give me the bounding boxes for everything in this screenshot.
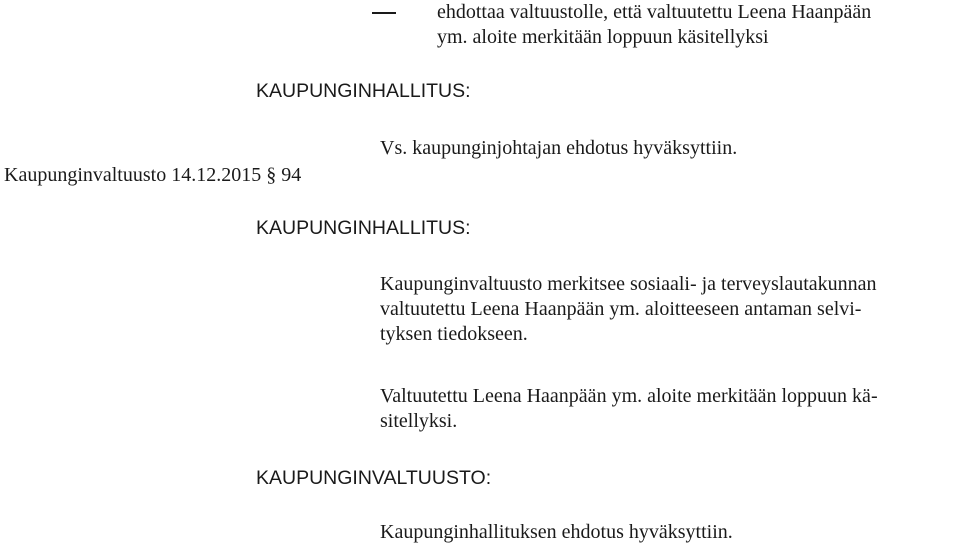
kvalt-text: Kaupunginhallituksen ehdotus hyväksyttiin. [380, 521, 733, 543]
khall-2-para1-line2: valtuutettu Leena Haanpään ym. aloitteeseen antaman selvi- [380, 298, 862, 320]
section-heading-khall-2: KAUPUNGINHALLITUS: [256, 217, 471, 239]
section-heading-khall-1: KAUPUNGINHALLITUS: [256, 80, 471, 102]
khall-2-para1-line3: tyksen tiedokseen. [380, 323, 528, 345]
khall-2-para2-line1: Valtuutettu Leena Haanpään ym. aloite merkitään loppuun kä- [380, 385, 878, 407]
top-line-1: ehdottaa valtuustolle, että valtuutettu Leena Haanpään [437, 1, 872, 23]
top-line-2: ym. aloite merkitään loppuun käsitellyksi [437, 26, 769, 48]
dash-bullet [372, 12, 396, 14]
section-heading-kvalt: KAUPUNGINVALTUUSTO: [256, 467, 492, 489]
khall-2-para1-line1: Kaupunginvaltuusto merkitsee sosiaali- ja terveyslautakunnan [380, 273, 877, 295]
khall-1-text: Vs. kaupunginjohtajan ehdotus hyväksyttiin. [380, 137, 738, 159]
meeting-reference: Kaupunginvaltuusto 14.12.2015 § 94 [4, 164, 302, 186]
khall-2-para2-line2: sitellyksi. [380, 410, 458, 432]
